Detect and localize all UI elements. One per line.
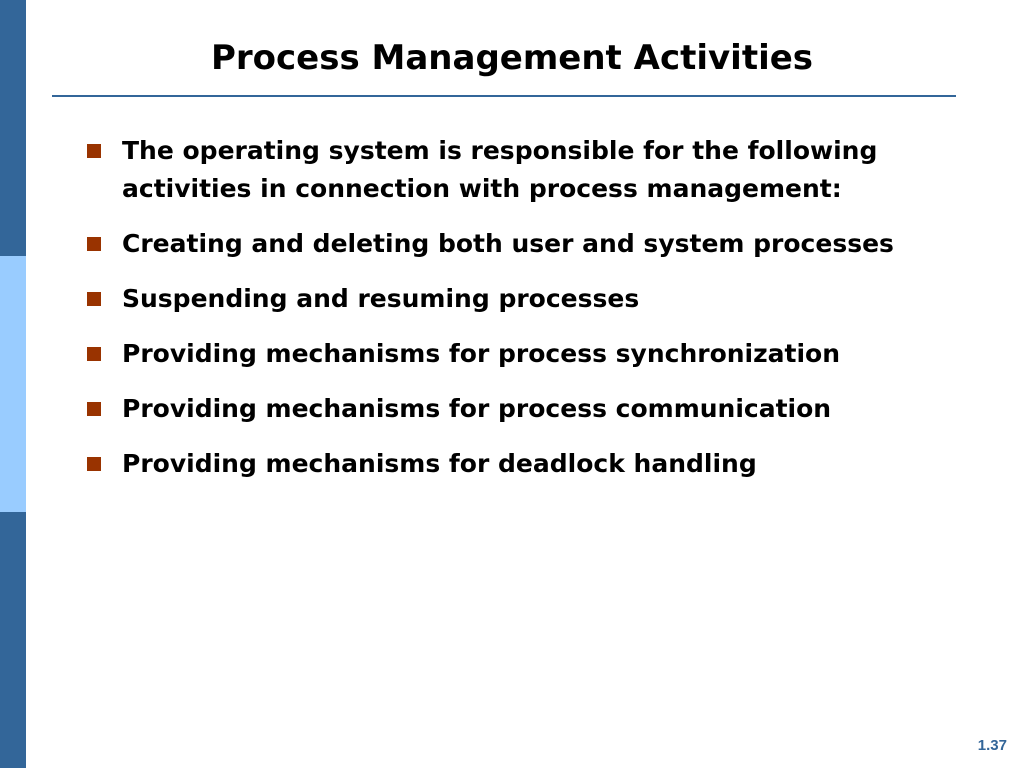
square-bullet-icon: [87, 292, 101, 306]
bullet-text: Providing mechanisms for process communication: [122, 394, 832, 423]
bullet-item: [85, 132, 945, 208]
sidebar-stripe-middle: [0, 256, 26, 512]
bullet-item: [85, 280, 945, 318]
bullet-text: Providing mechanisms for process synchronization: [122, 339, 841, 368]
bullet-text: Suspending and resuming processes: [122, 284, 640, 313]
bullet-text: Providing mechanisms for deadlock handling: [122, 449, 757, 478]
square-bullet-icon: [87, 144, 101, 158]
title-divider: [52, 95, 956, 97]
bullet-item: [85, 390, 945, 428]
sidebar-stripe-bottom: [0, 512, 26, 768]
slide-number: 1.37: [977, 737, 1007, 754]
bullet-item: [85, 225, 945, 263]
square-bullet-icon: [87, 347, 101, 361]
bullet-text: Creating and deleting both user and system processes: [122, 229, 894, 258]
square-bullet-icon: [87, 237, 101, 251]
square-bullet-icon: [87, 402, 101, 416]
bullet-item: [85, 335, 945, 373]
bullet-list: [85, 132, 945, 500]
bullet-item: [85, 445, 945, 483]
bullet-text: The operating system is responsible for the following activities in connection with process management:: [122, 136, 878, 203]
square-bullet-icon: [87, 457, 101, 471]
slide-title: Process Management Activities: [210, 38, 814, 78]
